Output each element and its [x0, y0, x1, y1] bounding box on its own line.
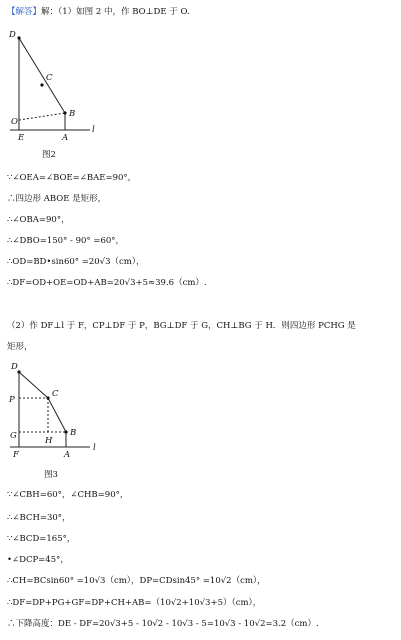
- fig3-label-f: F: [13, 450, 19, 460]
- part1-line-5: ∴OD=BD•sin60° =20√3（cm），: [7, 257, 145, 267]
- part1-line-2: ∴四边形 ABOE 是矩形，: [7, 194, 107, 204]
- solution-tag: 【解答】: [7, 7, 42, 17]
- part2-intro-1: （2）作 DF⊥l 于 F，CP⊥DF 于 P，BG⊥DF 于 G，CH⊥BG 于 H．则四边形 PCHG 是: [7, 321, 356, 331]
- fig2-label-l: l: [92, 125, 95, 135]
- fig3-label-d: D: [11, 362, 18, 372]
- part2-line-4: •∠DCP=45°，: [7, 555, 69, 565]
- part2-line-7: ∴下降高度：DE - DF=20√3+5 - 10√2 - 10√3 - 5=10√3 - 10√2=3.2（cm）.: [7, 619, 319, 629]
- part2-line-5: ∴CH=BCsin60° =10√3（cm），DP=CDsin45° =10√2（cm），: [7, 576, 266, 586]
- fig3-label-g: G: [10, 431, 17, 441]
- part2-line-6: ∴DF=DP+PG+GF=DP+CH+AB=（10√2+10√3+5）（cm），: [7, 598, 262, 608]
- part2-line-2: ∴∠BCH=30°，: [7, 513, 71, 523]
- figure-3-caption: 图3: [44, 470, 58, 480]
- fig2-label-e: E: [18, 133, 25, 143]
- fig3-label-a: A: [64, 450, 71, 460]
- fig3-label-l: l: [93, 443, 96, 453]
- part1-line-6: ∴DF=OD+OE=OD+AB=20√3+5≈39.6（cm）.: [7, 278, 207, 288]
- fig2-label-b: B: [69, 109, 76, 119]
- fig2-label-o: O: [11, 117, 18, 127]
- part1-line-1: ∵∠OEA=∠BOE=∠BAE=90°，: [7, 173, 137, 183]
- part2-line-3: ∵∠BCD=165°，: [7, 534, 76, 544]
- part2-line-1: ∵∠CBH=60°，∠CHB=90°，: [7, 490, 129, 500]
- fig3-label-b: B: [70, 428, 77, 438]
- fig3-label-c: C: [52, 389, 59, 399]
- fig2-label-d: D: [9, 30, 16, 40]
- fig3-label-h: H: [45, 436, 53, 446]
- part1-intro: 解：（1）如图 2 中，作 BO⊥DE 于 O.: [41, 7, 190, 17]
- part2-intro-2: 矩形，: [7, 342, 33, 352]
- fig2-label-c: C: [46, 73, 53, 83]
- figure-2-caption: 图2: [42, 150, 56, 160]
- part1-line-4: ∴∠DBO=150° - 90° =60°，: [7, 236, 125, 246]
- fig3-label-p: P: [9, 395, 15, 405]
- part1-line-3: ∴∠OBA=90°，: [7, 215, 70, 225]
- fig2-label-a: A: [62, 133, 69, 143]
